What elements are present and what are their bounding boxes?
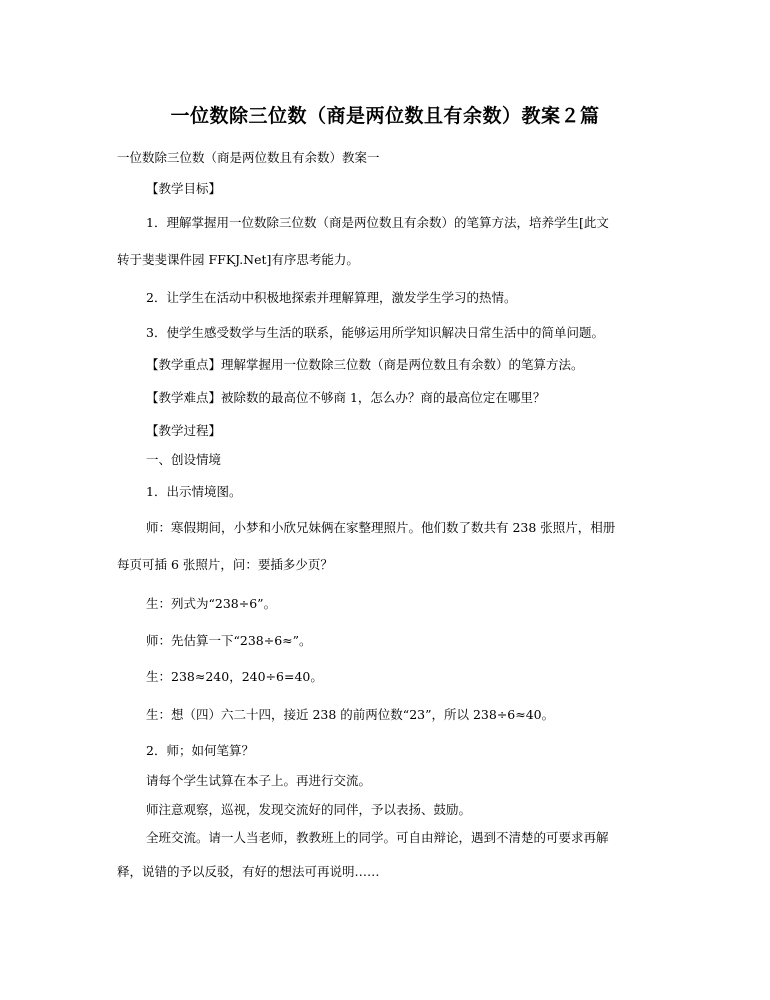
paragraph-line: 生：想（四）六二十四，接近 238 的前两位数“23”，所以 238÷6≈40。 [146,707,555,722]
paragraph-line: 1．理解掌握用一位数除三位数（商是两位数且有余数）的笔算方法，培养学生[此文 [146,215,609,230]
section-heading: 【教学目标】 [146,181,222,196]
paragraph-line: 师：先估算一下“238÷6≈”。 [146,633,312,648]
section-heading: 【教学过程】 [146,423,222,438]
paragraph-line: 转于斐斐课件园 FFKJ.Net]有序思考能力。 [117,252,359,267]
document-title: 一位数除三位数（商是两位数且有余数）教案２篇 [170,105,600,127]
paragraph-line: 生：238≈240，240÷6=40。 [146,669,323,684]
paragraph-line: 释，说错的予以反驳，有好的想法可再说明…… [117,864,380,879]
paragraph-line: 2．让学生在活动中积极地探索并理解算理，激发学生学习的热情。 [146,290,517,305]
paragraph-line: 【教学难点】被除数的最高位不够商 1，怎么办？商的最高位定在哪里？ [146,390,546,405]
paragraph-line: 全班交流。请一人当老师，教教班上的同学。可自由辩论，遇到不清楚的可要求再解 [146,830,609,845]
paragraph-line: 2．师；如何笔算？ [146,743,254,758]
paragraph-line: 请每个学生试算在本子上。再进行交流。 [146,773,372,788]
subtitle-line: 一位数除三位数（商是两位数且有余数）教案一 [117,150,380,165]
paragraph-line: 生：列式为“238÷6”。 [146,596,277,611]
paragraph-line: 师注意观察，巡视，发现交流好的同伴，予以表扬、鼓励。 [146,802,472,817]
section-heading: 一、创设情境 [146,452,222,467]
paragraph-line: 每页可插 6 张照片，问：要插多少页？ [117,557,333,572]
paragraph-line: 3．使学生感受数学与生活的联系，能够运用所学知识解决日常生活中的简单问题。 [146,325,604,340]
paragraph-line: 【教学重点】理解掌握用一位数除三位数（商是两位数且有余数）的笔算方法。 [146,357,584,372]
paragraph-line: 1．出示情境图。 [146,484,242,499]
paragraph-line: 师：寒假期间，小梦和小欣兄妹俩在家整理照片。他们数了数共有 238 张照片，相册 [146,520,616,535]
